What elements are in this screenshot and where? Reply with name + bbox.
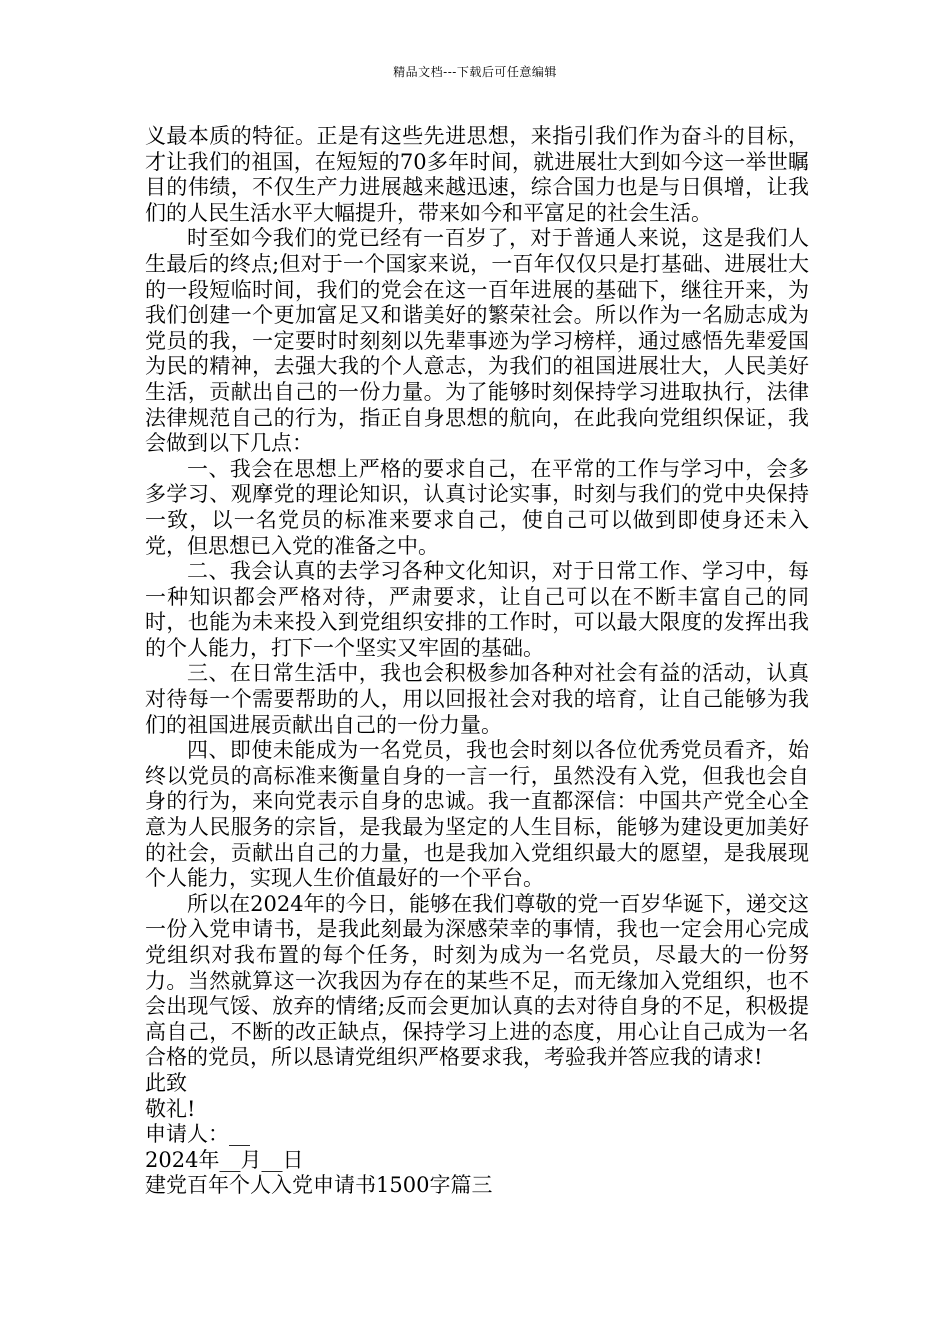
paragraph-2: 时至如今我们的党已经有一百岁了，对于普通人来说，这是我们人生最后的终点;但对于一个国家来说，一百年仅仅只是打基础、进展壮大的一段短临时间，我们的党会在这一百年进展的基础下，继往开来，为我们创建一个更加富足又和谐美好的繁荣社会。所以作为一名励志成为党员的我，一定要时时刻刻以先辈事迹为学习榜样，通过感悟先辈爱国为民的精神，去强大我的个人意志，为我们的祖国进展壮大，人民美好生活，贡献出自己的一份力量。为了能够时刻保持学习进取执行，法律法律规范自己的行为，指正自身思想的航向，在此我向党组织保证，我会做到以下几点： xyxy=(145,226,809,456)
closing-salutation: 此致 xyxy=(145,1070,187,1095)
paragraph-point-4: 四、即使未能成为一名党员，我也会时刻以各位优秀党员看齐，始终以党员的高标准来衡量自身的一言一行，虽然没有入党，但我也会自身的行为，来向党表示自身的忠诚。我一直都深信：中国共产党全心全意为人民服务的宗旨，是我最为坚定的人生目标，能够为建设更加美好的社会，贡献出自己的力量，也是我加入党组织最大的愿望，是我展现个人能力，实现人生价值最好的一个平台。 xyxy=(145,738,809,891)
paragraph-point-1: 一、我会在思想上严格的要求自己，在平常的工作与学习中，会多多学习、观摩党的理论知识，认真讨论实事，时刻与我们的党中央保持一致，以一名党员的标准来要求自己，使自己可以做到即使身还未入党，但思想已入党的准备之中。 xyxy=(145,456,809,558)
paragraph-1: 义最本质的特征。正是有这些先进思想，来指引我们作为奋斗的目标，才让我们的祖国，在短短的70多年时间，就进展壮大到如今这一举世瞩目的伟绩，不仅生产力进展越来越迅速，综合国力也是与日俱增，让我们的人民生活水平大幅提升，带来如今和平富足的社会生活。 xyxy=(145,124,809,225)
next-section-title: 建党百年个人入党申请书1500字篇三 xyxy=(145,1173,493,1198)
page-header: 精品文档---下载后可任意编辑 xyxy=(393,65,557,79)
document-body xyxy=(145,124,809,1199)
paragraph-point-2: 二、我会认真的去学习各种文化知识，对于日常工作、学习中，每一种知识都会严格对待，严肃要求，让自己可以在不断丰富自己的同时，也能为未来投入到党组织安排的工作时，可以最大限度的发挥出我的个人能力，打下一个坚实又牢固的基础。 xyxy=(145,559,809,660)
paragraph-conclusion: 所以在2024年的今日，能够在我们尊敬的党一百岁华诞下，递交这一份入党申请书，是我此刻最为深感荣幸的事情，我也一定会用心完成党组织对我布置的每个任务，时刻为成为一名党员，尽最大的一份努力。当然就算这一次我因为存在的某些不足，而无缘加入党组织，也不会出现气馁、放弃的情绪;反而会更加认真的去对待自身的不足，积极提高自己，不断的改正缺点，保持学习上进的态度，用心让自己成为一名合格的党员，所以恳请党组织严格要求我，考验我并答应我的请求! xyxy=(145,891,809,1070)
closing-regards: 敬礼! xyxy=(145,1096,196,1121)
date-line: 2024年__月__日 xyxy=(145,1147,304,1172)
paragraph-point-3: 三、在日常生活中，我也会积极参加各种对社会有益的活动，认真对待每一个需要帮助的人，用以回报社会对我的培育，让自己能够为我们的祖国进展贡献出自己的一份力量。 xyxy=(145,661,809,737)
applicant-line: 申请人：__ xyxy=(145,1122,250,1147)
